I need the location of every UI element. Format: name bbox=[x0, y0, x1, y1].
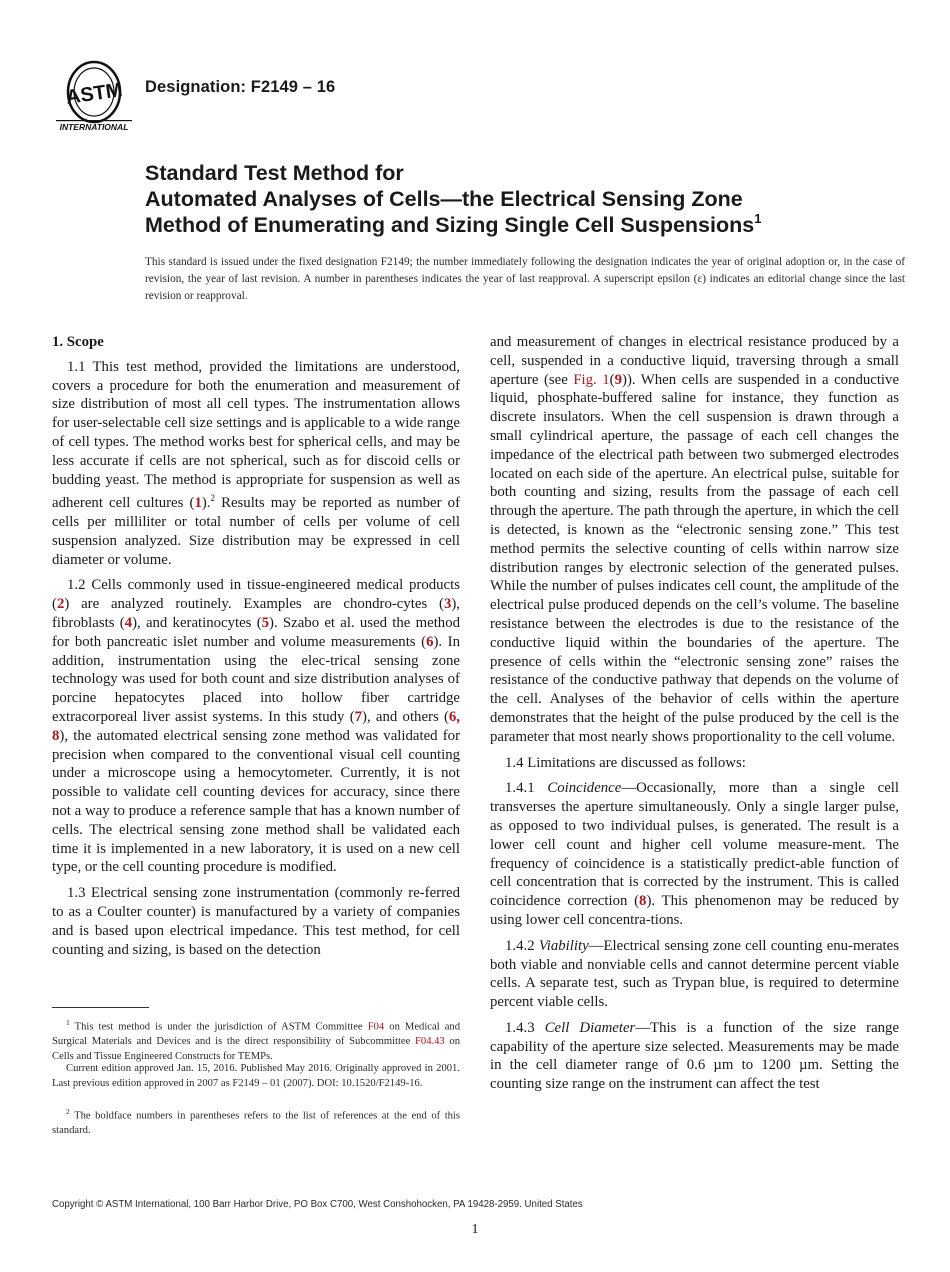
section-heading-scope: 1. Scope bbox=[52, 334, 104, 350]
title-line-1: Standard Test Method for bbox=[145, 161, 404, 185]
footnote-edition: Current edition approved Jan. 15, 2016. Published May 2016. Originally approved in 2001. Last previous edition approved in 2007 as F2149 – 01 (2007). DOI: 10.1520/F2149-16. bbox=[52, 1063, 460, 1089]
footnote-1: $^1$ This test method is under the jurisdiction of ASTM Committee F04 on Medical and Surgical Materials and Devices and is the direct responsibility of Subcommittee F04.43 on Cells and Tissue Engineered Constructs for TEMPs. bbox=[52, 1018, 460, 1062]
subcommittee-link[interactable]: F04.43 bbox=[415, 1036, 445, 1048]
paragraph-1-3: 1.3 Electrical sensing zone instrumentation (commonly re-ferred to as a Coulter counter) is manufactured by a variety of companies and is based upon electrical impedance. This test method, for cell counting and sizing, is based on the detection bbox=[52, 885, 460, 958]
committee-link[interactable]: F04 bbox=[367, 1021, 385, 1033]
footnote-2: $^2$ The boldface numbers in parentheses refers to the list of references at the end of this standard. bbox=[52, 1107, 460, 1137]
right-column bbox=[490, 333, 899, 1101]
left-column bbox=[52, 333, 460, 966]
reference-link[interactable]: 8 bbox=[639, 893, 647, 910]
footnote-divider bbox=[52, 1007, 149, 1008]
reference-link[interactable]: 7 bbox=[354, 709, 363, 726]
reference-link[interactable]: 2 bbox=[56, 596, 65, 613]
paragraph-1-4-3: 1.4.3 Cell Diameter—This is a function of the size range capability of the aperture size selected. Measurements may be made in the cell diameter range of 0.6 µm to 1200 µm. Setting the counting size range on the instrument can affect the test bbox=[490, 1019, 900, 1093]
title-line-2: Automated Analyses of Cells—the Electrical Sensing Zone bbox=[145, 187, 743, 211]
footnote-mark[interactable]: 2 bbox=[210, 493, 215, 504]
reference-link[interactable]: 6, 8 bbox=[52, 709, 460, 744]
page-number: 1 bbox=[471, 1222, 479, 1237]
reference-link[interactable]: 9 bbox=[614, 371, 623, 388]
title-line-3: Method of Enumerating and Sizing Single Cell Suspensions$^1$ bbox=[145, 211, 762, 237]
paragraph-1-4-1: 1.4.1 Coincidence—Occasionally, more than a single cell transverses the aperture simultaneously. Only a single larger pulse, as opposed to two individual pulses, is generated. The result is a lower cell count and higher cell volume measure-ment. The frequency of coincidence is a statistically predict-able function of cell concentration that is corrected by the instrument. This is called coincidence correction (8). This phenomenon may be reduced by using lower cell concentra-tions. bbox=[490, 780, 899, 928]
reference-link[interactable]: 4 bbox=[124, 615, 133, 632]
designation: Designation: F2149 – 16 bbox=[145, 78, 336, 96]
paragraph-1-2: 1.2 Cells commonly used in tissue-engineered medical products (2) are analyzed routinely. Examples are chondro-cytes (3), fibroblasts (4), and keratinocytes (5). Szabo et al. used the method for both pancreatic islet number and volume measurements (6). In addition, instrumentation using the elec-trical sensing zone technology was used for both count and size distribution analyses of porcine hepatocytes placed into hollow fiber cartridge extracorporeal liver assist systems. In this study (7), and others (6, 8), the automated electrical sensing zone method was validated for precision when compared to the conventional visual cell counting under a microscope using a hemocytometer. Currently, it is not possible to validate cell counting devices for accuracy, since there not a way to produce a reference sample that has a known number of cells. The electrical sensing zone method shall be validated each time it is implemented in a new laboratory, it is used on a new cell type, or the cell counting procedure is modified. bbox=[52, 577, 460, 876]
figure-link[interactable]: Fig. 1 bbox=[573, 371, 610, 388]
logo-text: ASTM bbox=[64, 79, 124, 109]
paragraph-1-4: 1.4 Limitations are discussed as follows: bbox=[505, 754, 746, 771]
title-footnote-mark: 1 bbox=[754, 211, 762, 226]
reference-link[interactable]: 3 bbox=[443, 596, 452, 613]
reference-link[interactable]: 6 bbox=[426, 633, 434, 650]
issuance-note: This standard is issued under the fixed designation F2149; the number immediately following the designation indicates the year of original adoption or, in the case of revision, the year of last revision. A number in parentheses indicates the year of last reapproval. A superscript epsilon (ε) indicates an editorial change since the last revision or reapproval. bbox=[145, 256, 905, 302]
document-title bbox=[145, 160, 905, 238]
copyright-notice: Copyright © ASTM International, 100 Barr Harbor Drive, PO Box C700, West Conshohocken, PA 19428-2959. United States bbox=[52, 1199, 583, 1210]
paragraph-1-1: 1.1 This test method, provided the limitations are understood, covers a procedure for both the enumeration and measurement of size distribution of most all cell types. The instrumentation allows for user-selectable cell size settings and is applicable to a wide range of cell types. The method works best for spherical cells, and may be less accurate if cells are not spherical, such as for discoid cells or budding yeast. The method is appropriate for suspension as well as adherent cell cultures (1).$^2$ Results may be reported as number of cells per milliliter or total number of cells per volume of cell suspension analyzed. Size distribution may be expressed in cell diameter or volume. bbox=[52, 358, 460, 568]
paragraph-1-3-continued: and measurement of changes in electrical resistance produced by a cell, suspended in a conductive liquid, traversing through a small aperture (see Fig. 1(9)). When cells are suspended in a conductive liquid, phosphate-buffered saline for instance, they function as discrete insulators. When the cell suspension is drawn through a small cylindrical aperture, the passage of each cell changes the impedance of the electrical path between two submerged electrodes located on each side of the aperture. An electrical pulse, suitable for both counting and sizing, results from the passage of each cell through the aperture. The path through the aperture, in which the cell is detected, is known as the “electronic sensing zone.” This test method permits the selective counting of cells within narrow size distribution ranges by electronic selection of the generated pulses. While the number of pulses indicates cell count, the amplitude of the electrical pulse produced depends on the cell’s volume. The baseline resistance between the electrodes is due to the resistance of the conductive liquid within the boundaries of the aperture. The presence of cells within the “electronic sensing zone” raises the resistance of the conductive pathway that depends on the volume of the cell. Analyses of the behavior of cells within the aperture demonstrates that the height of the pulse produced by the cell is the parameter that most nearly shows proportionality to the cell volume. bbox=[490, 334, 900, 745]
paragraph-1-4-2: 1.4.2 Viability—Electrical sensing zone cell counting enu-merates both viable and nonviable cells and cannot determine percent viable cells. A separate test, such as Trypan blue, is required to determine percent viable cells. bbox=[490, 937, 899, 1011]
reference-link[interactable]: 5 bbox=[261, 615, 270, 632]
logo-subtext: INTERNATIONAL bbox=[59, 122, 129, 132]
reference-link[interactable]: 1 bbox=[194, 495, 202, 512]
astm-logo bbox=[52, 58, 136, 134]
